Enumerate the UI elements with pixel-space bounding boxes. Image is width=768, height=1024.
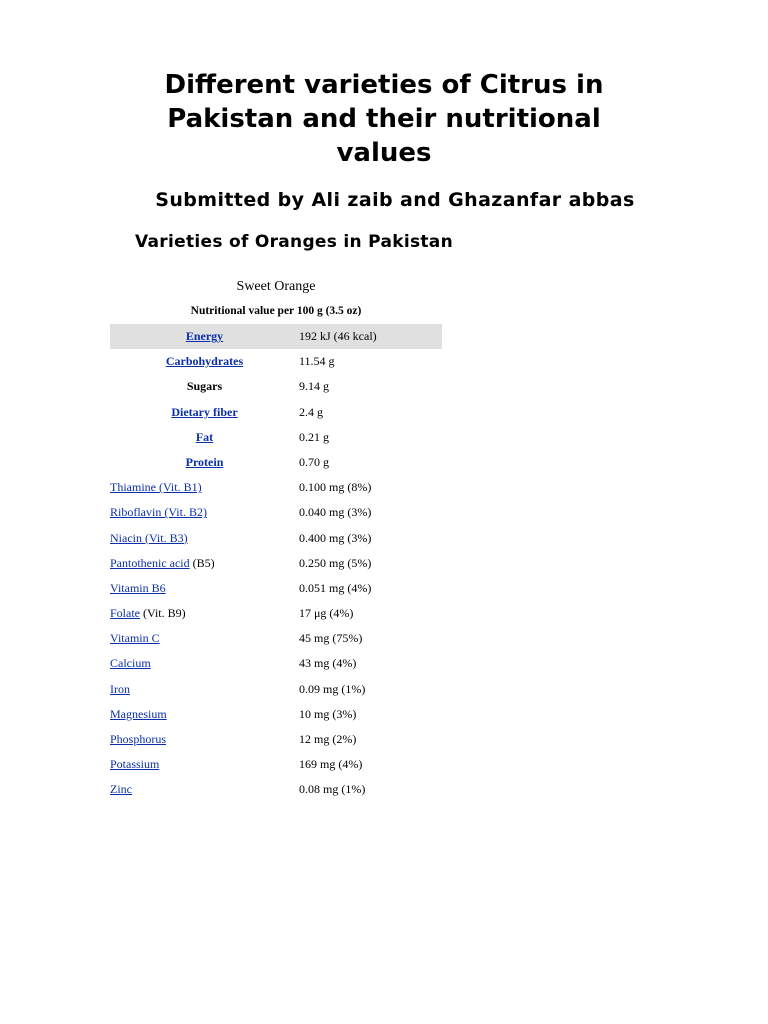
nutrient-row-fat <box>110 425 442 450</box>
nutrient-row-iron <box>110 677 442 702</box>
calcium-link[interactable]: Calcium <box>110 656 151 671</box>
fat-link[interactable]: Fat <box>195 429 214 444</box>
infobox-subcaption: Nutritional value per 100 g (3.5 oz) <box>190 305 362 317</box>
nutrient-row-zinc <box>110 777 442 802</box>
nutrient-row-sugars <box>110 374 442 399</box>
nutrient-row-energy <box>110 324 442 349</box>
dietary-fiber-link[interactable]: Dietary fiber <box>171 404 238 419</box>
title-line-3: values <box>336 138 432 168</box>
section-heading: Varieties of Oranges in Pakistan <box>135 232 453 252</box>
riboflavin-link[interactable]: Riboflavin (Vit. B2) <box>110 505 207 520</box>
energy-value: 192 kJ (46 kcal) <box>299 329 377 343</box>
thiamine-value: 0.100 mg (8%) <box>299 480 372 495</box>
iron-value: 0.09 mg (1%) <box>299 681 366 696</box>
carbohydrates-value: 11.54 g <box>299 354 335 369</box>
fat-value: 0.21 g <box>299 429 329 444</box>
title-line-1: Different varieties of Citrus in <box>164 70 604 100</box>
thiamine-link[interactable]: Thiamine (Vit. B1) <box>110 480 202 495</box>
dietary-fiber-value: 2.4 g <box>299 404 323 419</box>
niacin-link[interactable]: Niacin (Vit. B3) <box>110 530 188 545</box>
sugars-label: Sugars <box>186 379 223 394</box>
nutrient-row-vitamin-b6 <box>110 576 442 601</box>
vitamin-b6-link[interactable]: Vitamin B6 <box>110 580 166 595</box>
iron-link[interactable]: Iron <box>110 681 130 696</box>
potassium-value: 169 mg (4%) <box>299 757 363 772</box>
nutrient-row-thiamine <box>110 475 442 500</box>
calcium-value: 43 mg (4%) <box>299 656 357 671</box>
carbohydrates-link[interactable]: Carbohydrates <box>165 354 244 369</box>
vitamin-c-link[interactable]: Vitamin C <box>110 631 160 646</box>
nutrient-row-dietary-fiber <box>110 400 442 425</box>
nutrient-row-niacin <box>110 526 442 551</box>
phosphorus-value: 12 mg (2%) <box>299 732 357 746</box>
page-title <box>0 68 768 170</box>
vitamin-c-value: 45 mg (75%) <box>299 631 363 646</box>
niacin-value: 0.400 mg (3%) <box>299 530 372 545</box>
nutrient-row-riboflavin <box>110 500 442 525</box>
nutrition-infobox <box>110 273 442 803</box>
folate-suffix: (Vit. B9) <box>140 606 186 621</box>
energy-link[interactable]: Energy <box>185 329 224 343</box>
nutrient-row-carbohydrates <box>110 349 442 374</box>
nutrient-row-phosphorus <box>110 727 442 752</box>
vitamin-b6-value: 0.051 mg (4%) <box>299 580 372 595</box>
pantothenic-acid-suffix: (B5) <box>189 555 215 570</box>
zinc-link[interactable]: Zinc <box>110 782 132 797</box>
nutrient-row-vitamin-c <box>110 626 442 651</box>
title-line-2: Pakistan and their nutritional <box>167 104 601 134</box>
pantothenic-acid-link[interactable]: Pantothenic acid <box>110 555 190 570</box>
folate-value: 17 μg (4%) <box>299 606 354 621</box>
nutrient-row-protein <box>110 450 442 475</box>
pantothenic-acid-value: 0.250 mg (5%) <box>299 555 372 570</box>
nutrient-row-calcium <box>110 651 442 676</box>
phosphorus-link[interactable]: Phosphorus <box>110 732 167 746</box>
protein-link[interactable]: Protein <box>185 454 224 469</box>
sugars-value: 9.14 g <box>299 379 329 394</box>
riboflavin-value: 0.040 mg (3%) <box>299 505 372 520</box>
protein-value: 0.70 g <box>299 454 329 469</box>
zinc-value: 0.08 mg (1%) <box>299 782 366 797</box>
nutrient-row-magnesium <box>110 702 442 727</box>
nutrient-row-potassium <box>110 752 442 777</box>
nutrient-row-folate <box>110 601 442 626</box>
potassium-link[interactable]: Potassium <box>110 757 160 772</box>
infobox-caption: Sweet Orange <box>236 279 316 294</box>
subtitle: Submitted by Ali zaib and Ghazanfar abbas <box>155 189 635 211</box>
magnesium-link[interactable]: Magnesium <box>110 706 167 721</box>
nutrient-row-pantothenic-acid <box>110 551 442 576</box>
folate-link[interactable]: Folate <box>110 606 140 621</box>
magnesium-value: 10 mg (3%) <box>299 706 357 721</box>
